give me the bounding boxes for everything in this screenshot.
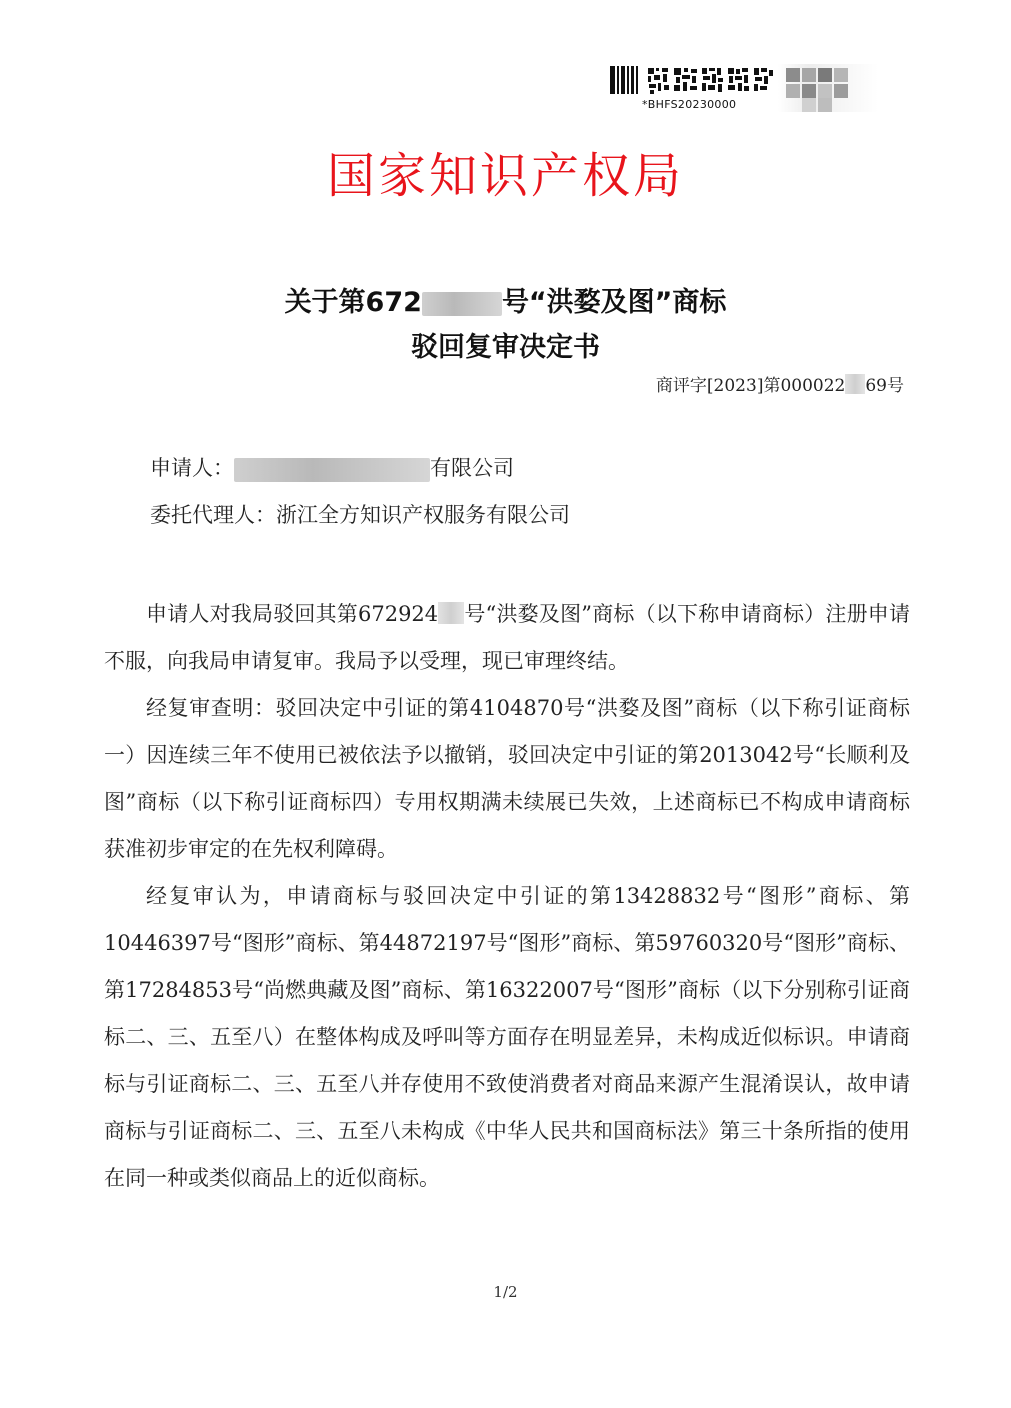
agency-name: 国家知识产权局 bbox=[326, 148, 684, 204]
paragraph-1 bbox=[104, 591, 910, 685]
paragraph-2: 经复审查明：驳回决定中引证的第4104870号“洪婺及图”商标（以下称引证商标一）因连续三年不使用已被依法予以撤销，驳回决定中引证的第2013042号“长顺利及图”商标（以下称引证商标四）专用权期满未续展已失效，上述商标已不构成申请商标获准初步审定的在先权利障碍。 bbox=[104, 696, 910, 861]
applicant-suffix: 有限公司 bbox=[430, 456, 514, 480]
title-redaction bbox=[422, 292, 502, 316]
doc-number-redaction bbox=[845, 374, 865, 394]
doc-number-prefix: 商评字[2023]第000022 bbox=[655, 376, 846, 396]
document-number bbox=[656, 372, 904, 400]
document-subtitle: 驳回复审决定书 bbox=[411, 332, 600, 363]
barcode-redaction bbox=[778, 64, 878, 112]
document-title bbox=[0, 285, 1011, 321]
paragraph-3: 经复审认为，申请商标与驳回决定中引证的第13428832号“图形”商标、第10446397号“图形”商标、第44872197号“图形”商标、第59760320号“图形”商标、第17284853号“尚燃典藏及图”商标、第16322007号“图形”商标（以下分别称引证商标二、三、五至八）在整体构成及呼叫等方面存在明显差异，未构成近似标识。申请商标与引证商标二、三、五至八并存使用不致使消费者对商品来源产生混淆误认，故申请商标与引证商标二、三、五至八未构成《中华人民共和国商标法》第三十条所指的使用在同一种或类似商品上的近似商标。 bbox=[104, 884, 910, 1190]
agent-line bbox=[150, 498, 570, 532]
p1-prefix: 申请人对我局驳回其第672924 bbox=[146, 602, 439, 626]
barcode bbox=[608, 64, 878, 120]
agent-name: 浙江全方知识产权服务有限公司 bbox=[276, 503, 570, 527]
applicant-line bbox=[150, 451, 514, 485]
title-suffix: 号“洪婺及图”商标 bbox=[501, 287, 727, 318]
page-number: 1/2 bbox=[493, 1283, 518, 1301]
agent-label: 委托代理人： bbox=[150, 503, 276, 527]
barcode-number: *BHFS20230000 bbox=[642, 98, 737, 111]
decision-body bbox=[104, 591, 910, 1202]
p1-suffix: 号“洪婺及图”商标（以下称申请商标）注册申请不服，向我局申请复审。我局予以受理，现已审理终结。 bbox=[104, 602, 910, 673]
title-prefix: 关于第672 bbox=[284, 287, 422, 318]
p1-redaction bbox=[438, 602, 464, 624]
applicant-redaction bbox=[234, 458, 430, 482]
applicant-label: 申请人： bbox=[150, 456, 234, 480]
doc-number-suffix: 69号 bbox=[865, 376, 904, 396]
